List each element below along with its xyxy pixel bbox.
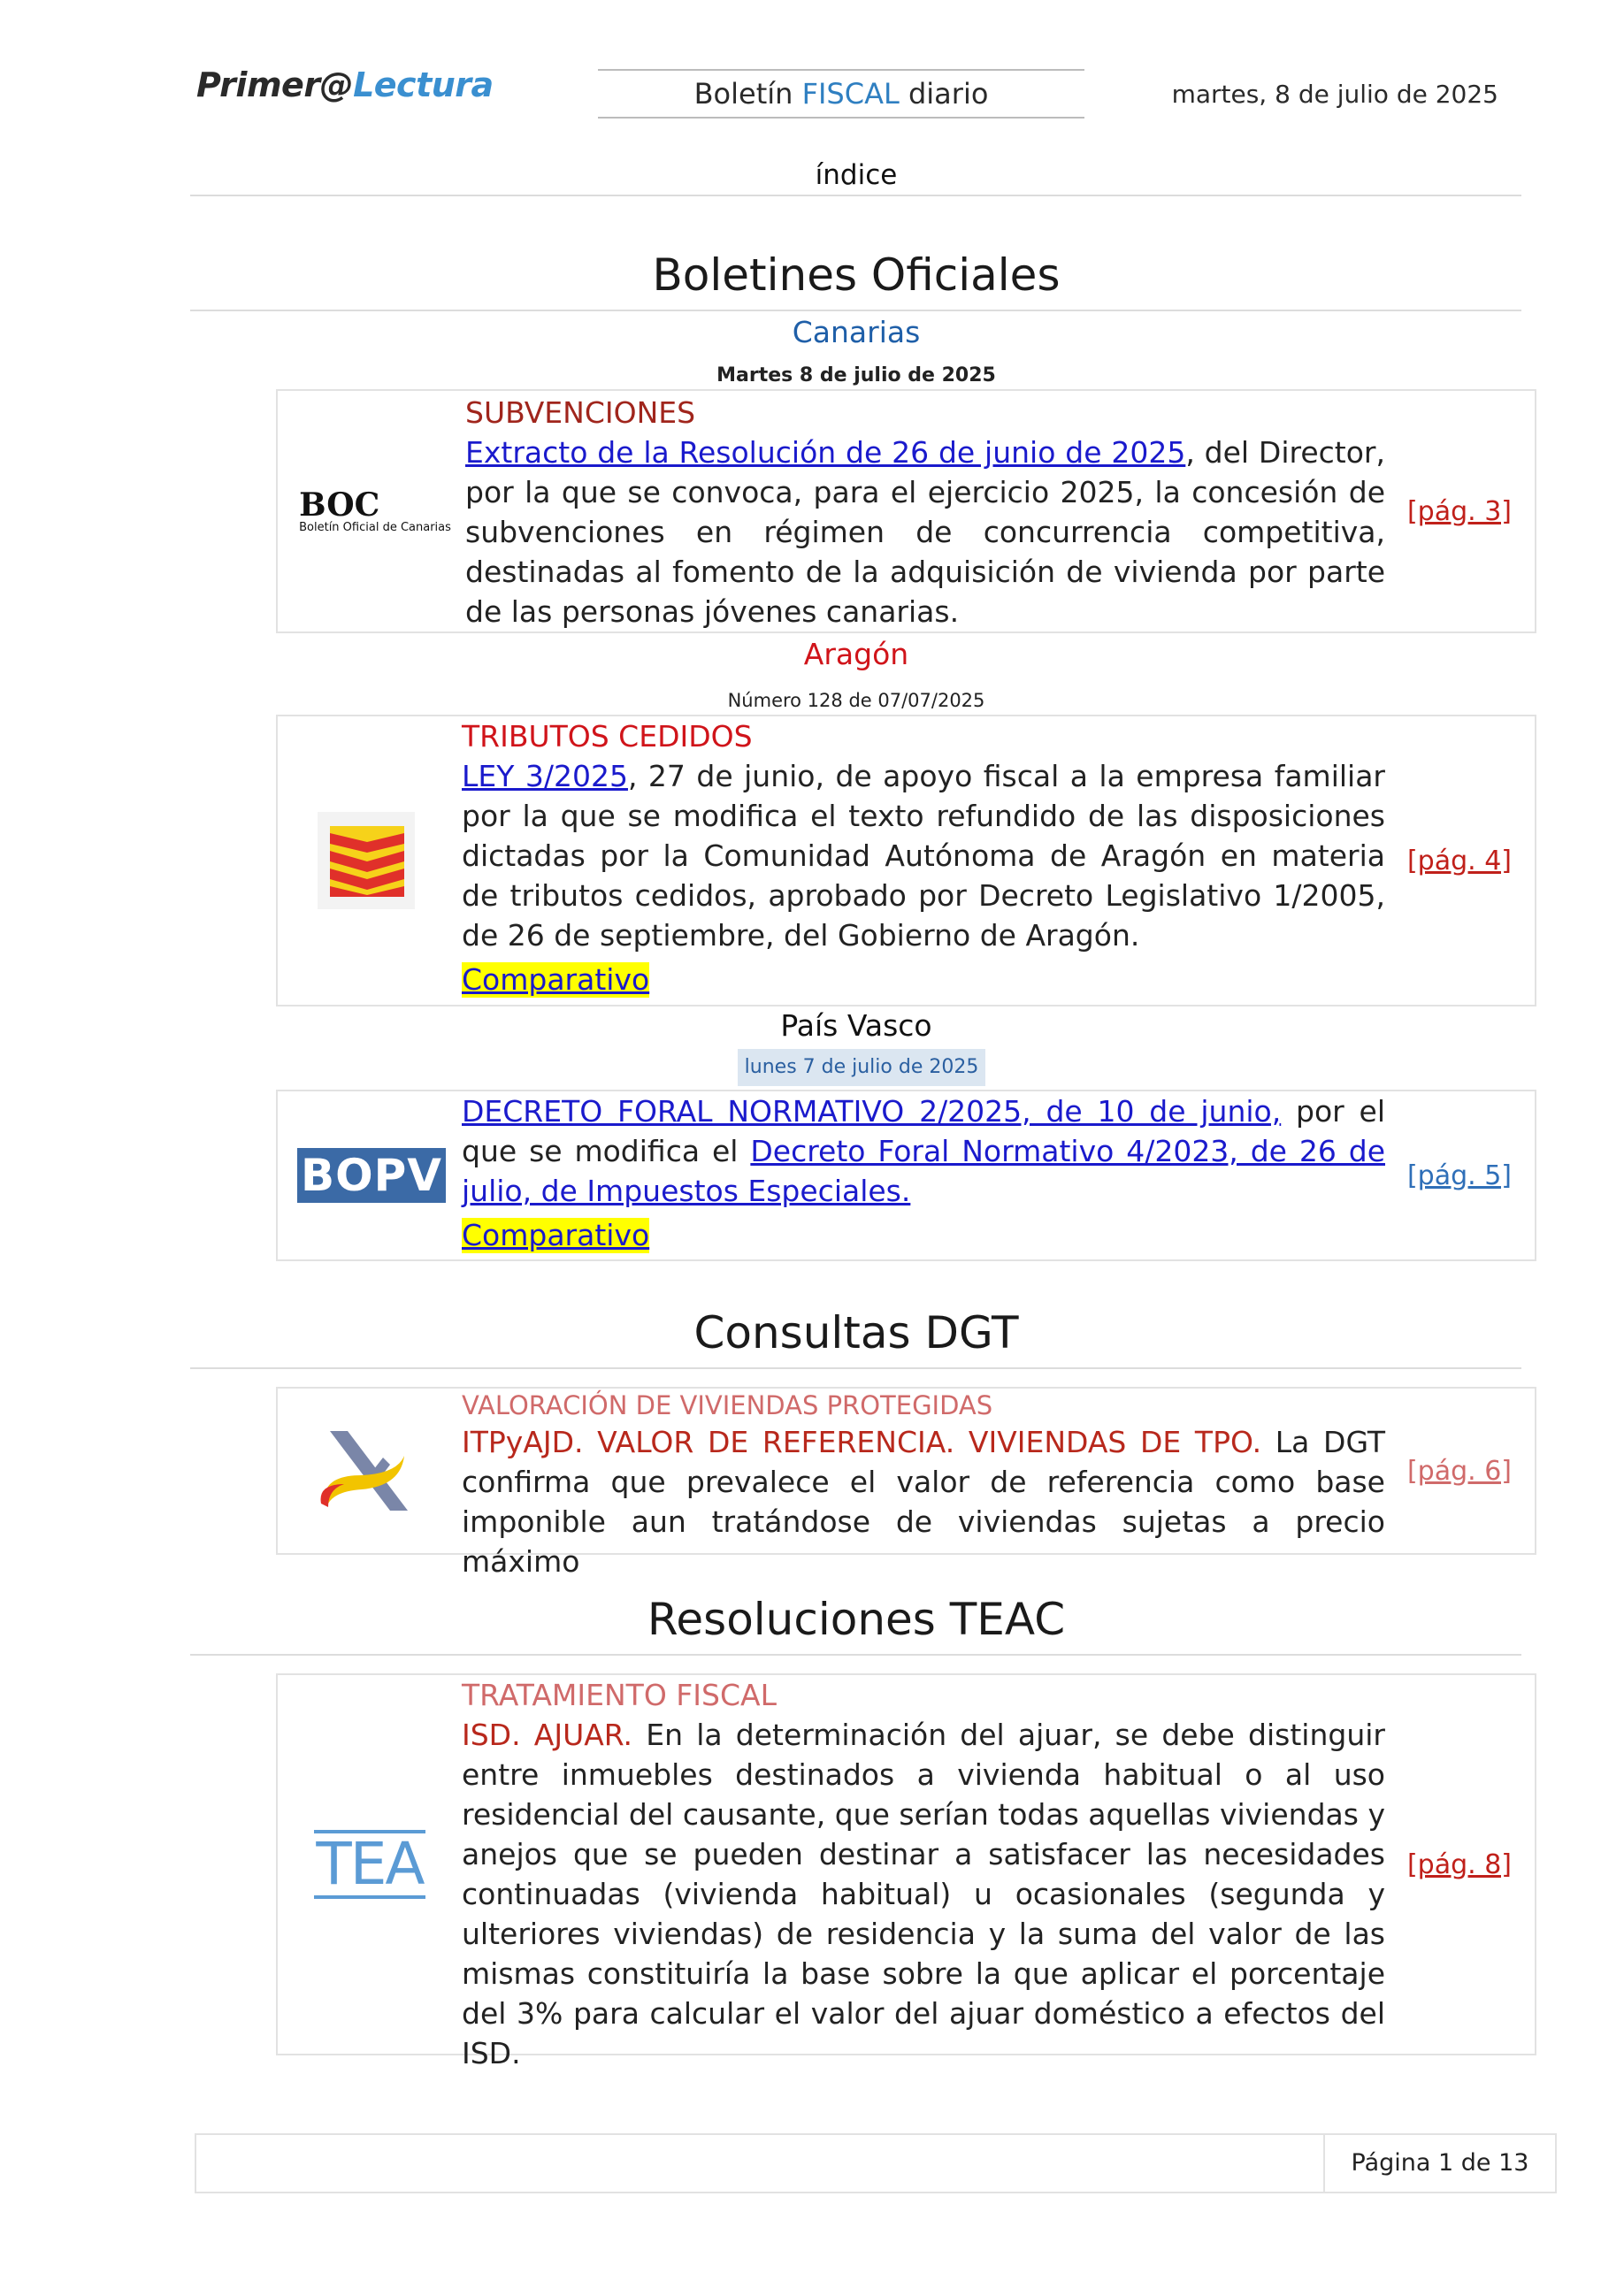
consultas-entry bbox=[462, 1389, 1385, 1581]
bulletin-accent: FISCAL bbox=[801, 77, 900, 111]
section-title-teac: Resoluciones TEAC bbox=[647, 1594, 1066, 1645]
boc-logo bbox=[278, 391, 455, 631]
pais-vasco-entry bbox=[462, 1091, 1385, 1255]
region-pais-vasco: País Vasco bbox=[780, 1008, 932, 1043]
aragon-flag-logo bbox=[278, 716, 455, 1005]
bulletin-title bbox=[598, 69, 1084, 119]
aragon-entry bbox=[462, 716, 1385, 999]
divider bbox=[190, 195, 1521, 196]
divider bbox=[190, 1654, 1521, 1656]
primera-lectura-logo bbox=[196, 65, 494, 104]
consultas-page-ref-cell bbox=[1384, 1389, 1535, 1553]
bopv-logo-box: BOPV bbox=[297, 1148, 446, 1203]
canarias-card bbox=[276, 389, 1536, 633]
bulletin-prefix: Boletín bbox=[693, 77, 802, 111]
aragon-body: , 27 de junio, de apoyo fiscal a la empresa familiar por la que se modifica el texto refundido de las disposiciones dictadas por la Comunidad Autónoma de Aragón en materia de tributos cedidos, aprobado por Decreto Legislativo 1/2005, de 26 de septiembre, del Gobierno de Aragón. bbox=[462, 759, 1385, 953]
canarias-entry bbox=[465, 393, 1385, 631]
footer bbox=[195, 2133, 1557, 2193]
bulletin-suffix: diario bbox=[899, 77, 989, 111]
logo-part2: Lectura bbox=[353, 65, 494, 104]
pais-vasco-page-link[interactable]: [pág. 5] bbox=[1406, 1159, 1513, 1191]
canarias-page-link[interactable]: [pág. 3] bbox=[1406, 495, 1513, 527]
canarias-category: SUBVENCIONES bbox=[465, 395, 696, 430]
aragon-page-ref-cell bbox=[1384, 716, 1535, 1005]
pais-vasco-comparativo-link[interactable]: Comparativo bbox=[462, 1218, 650, 1252]
aragon-category: TRIBUTOS CEDIDOS bbox=[462, 719, 753, 754]
canarias-date: Martes 8 de julio de 2025 bbox=[716, 364, 996, 386]
aeat-logo bbox=[278, 1389, 455, 1553]
region-aragon: Aragón bbox=[803, 637, 909, 671]
index-link[interactable]: índice bbox=[815, 159, 898, 191]
divider bbox=[190, 1367, 1521, 1369]
aragon-ley-link[interactable]: LEY 3/2025 bbox=[462, 759, 628, 793]
aragon-flag-icon bbox=[318, 812, 415, 909]
canarias-body: , del Director, por la que se convoca, para el ejercicio 2025, la concesión de subvenciones en régimen de concurrencia competitiva, destinadas al fomento de la adquisición de vivienda por parte de las personas jóvenes canarias. bbox=[465, 435, 1385, 629]
boc-logo-title: BOC bbox=[299, 486, 380, 524]
pais-vasco-date: lunes 7 de julio de 2025 bbox=[738, 1049, 985, 1086]
logo-part1: Primer@ bbox=[196, 65, 354, 104]
tea-logo-text: TEA bbox=[316, 1830, 424, 1898]
decreto-foral-2-2025-link[interactable]: DECRETO FORAL NORMATIVO 2/2025, de 10 de junio, bbox=[462, 1094, 1282, 1129]
canarias-page-ref-cell bbox=[1384, 391, 1535, 631]
aragon-page-link[interactable]: [pág. 4] bbox=[1406, 845, 1513, 876]
teac-body: En la determinación del ajuar, se debe distinguir entre inmuebles destinados a vivienda habitual o al uso residencial del causante, que serían todas aquellas viviendas y anejos que se pueden destinar a satisfacer las necesidades continuadas (vivienda habitual) u ocasionales (segunda y ulteriores viviendas) de residencia y la suma del valor de las mismas constituiría la base sobre la que aplicar el porcentaje del 3% para calcular el valor del ajuar doméstico a efectos del ISD. bbox=[462, 1718, 1385, 2070]
tea-logo bbox=[278, 1675, 455, 2054]
aragon-date: Número 128 de 07/07/2025 bbox=[727, 690, 985, 711]
boc-logo-subtitle: Boletín Oficial de Canarias bbox=[299, 520, 451, 534]
section-title-boletines: Boletines Oficiales bbox=[652, 249, 1061, 301]
consultas-body: La DGT confirma que prevalece el valor de referencia como base imponible aun tratándose de viviendas sujetas a precio máximo bbox=[462, 1425, 1385, 1579]
consultas-headline: ITPyAJD. VALOR DE REFERENCIA. VIVIENDAS DE TPO. bbox=[462, 1425, 1262, 1459]
divider bbox=[190, 310, 1521, 311]
header-date: martes, 8 de julio de 2025 bbox=[1171, 80, 1498, 109]
consultas-category: VALORACIÓN DE VIVIENDAS PROTEGIDAS bbox=[462, 1390, 993, 1420]
section-title-consultas: Consultas DGT bbox=[693, 1307, 1019, 1358]
teac-page-ref-cell bbox=[1384, 1675, 1535, 2054]
teac-entry bbox=[462, 1675, 1385, 2073]
teac-category: TRATAMIENTO FISCAL bbox=[462, 1678, 777, 1712]
pais-vasco-card bbox=[276, 1090, 1536, 1261]
region-canarias: Canarias bbox=[792, 315, 921, 349]
aeat-logo-icon bbox=[309, 1422, 424, 1519]
page-number: Página 1 de 13 bbox=[1351, 2149, 1529, 2177]
aragon-card bbox=[276, 715, 1536, 1006]
consultas-card bbox=[276, 1387, 1536, 1579]
teac-page-link[interactable]: [pág. 8] bbox=[1406, 1848, 1513, 1880]
decreto-foral-4-2023-link[interactable]: Decreto Foral Normativo 4/2023, de 26 de julio, de Impuestos Especiales. bbox=[462, 1134, 1385, 1208]
aragon-comparativo-link[interactable]: Comparativo bbox=[462, 962, 650, 997]
bopv-logo bbox=[278, 1091, 455, 1259]
pais-vasco-body: por el que se modifica el bbox=[462, 1094, 1386, 1168]
consultas-page-link[interactable]: [pág. 6] bbox=[1406, 1455, 1513, 1487]
teac-card bbox=[276, 1673, 1536, 2070]
teac-headline: ISD. AJUAR. bbox=[462, 1718, 633, 1752]
pais-vasco-page-ref-cell bbox=[1384, 1091, 1535, 1259]
canarias-resolution-link[interactable]: Extracto de la Resolución de 26 de junio de 2025 bbox=[465, 435, 1186, 470]
